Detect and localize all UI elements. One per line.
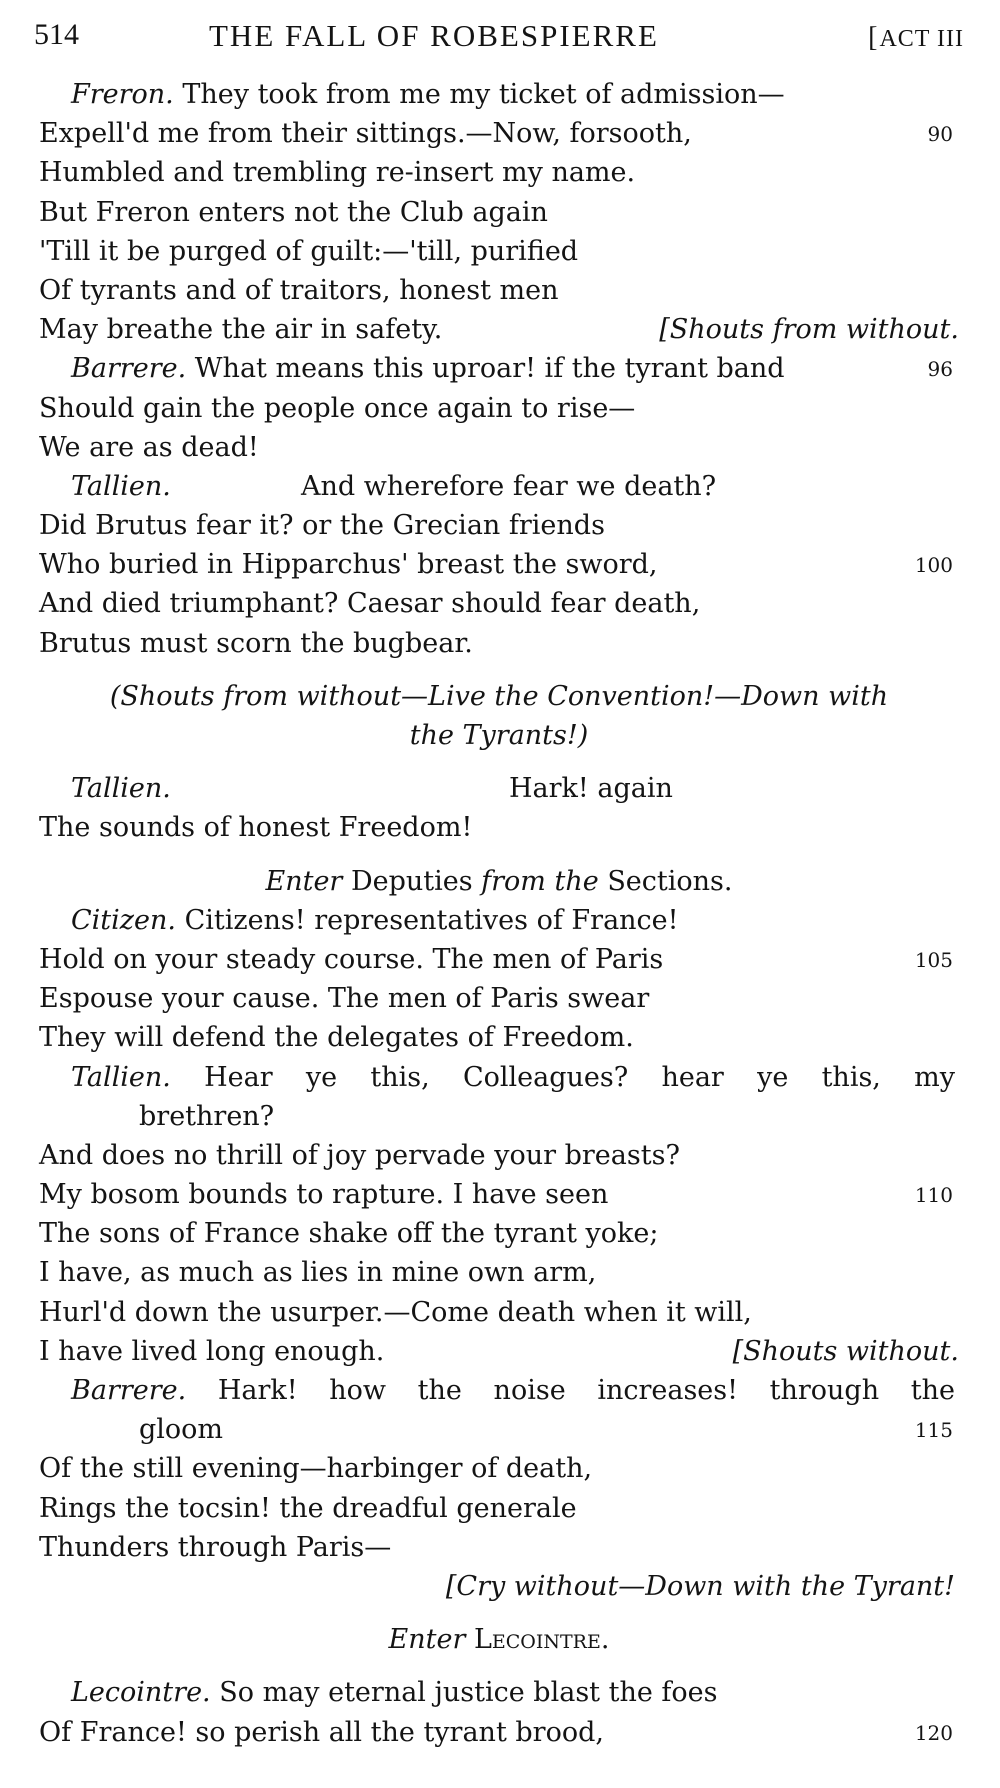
line-text: May breathe the air in safety. [39, 314, 443, 346]
line-number: 90 [927, 122, 953, 147]
verse-line [39, 624, 959, 663]
verse-line [39, 271, 959, 310]
speaker-name: Tallien. [71, 773, 171, 805]
verse-line [39, 1097, 959, 1136]
line-text: What means this uproar! if the tyrant band [194, 353, 785, 385]
stage-direction: [Shouts from without. [659, 314, 959, 346]
verse-line [39, 1175, 959, 1214]
line-text: And wherefore fear we death? [301, 470, 717, 502]
line-text: And died triumphant? Caesar should fear death, [39, 588, 701, 620]
verse-line [39, 1528, 959, 1567]
line-number: 100 [914, 553, 953, 578]
line-text: I have lived long enough. [39, 1335, 385, 1367]
verse-line [39, 75, 959, 114]
entrance-who: Lecointre. [473, 1624, 610, 1656]
verse-line [39, 1673, 959, 1712]
line-text: Of tyrants and of traitors, honest men [39, 274, 559, 306]
verse-line [39, 467, 959, 506]
verse-line [39, 1713, 959, 1752]
stage-direction [39, 677, 959, 716]
verse-line [39, 1214, 959, 1253]
line-text: The sons of France shake off the tyrant yoke; [39, 1218, 659, 1250]
verse-line [39, 769, 959, 808]
entrance-heading [39, 862, 959, 901]
verse-line [39, 428, 959, 467]
line-text: Expell'd me from their sittings.—Now, forsooth, [39, 118, 692, 150]
line-text: But Freron enters not the Club again [39, 196, 548, 228]
line-text: Brutus must scorn the bugbear. [39, 627, 473, 659]
page-number: 514 [34, 18, 79, 51]
stage-direction-line: (Shouts from without—Live the Convention!—Down with [109, 680, 889, 712]
verse-line [39, 1410, 959, 1449]
speaker-name: Tallien. [71, 470, 171, 502]
line-number: 115 [914, 1418, 953, 1443]
entrance-from: from the [481, 865, 599, 897]
verse-line [39, 1332, 959, 1371]
verse-line [39, 232, 959, 271]
stage-direction-line: [Cry without—Down with the Tyrant! [445, 1570, 955, 1602]
line-text: Of the still evening—harbinger of death, [39, 1453, 593, 1485]
verse-line [39, 940, 959, 979]
stage-direction-line: the Tyrants!) [409, 720, 589, 751]
verse-line [39, 193, 959, 232]
verse-line [39, 584, 959, 623]
verse-line [39, 506, 959, 545]
verse-line [39, 1058, 959, 1097]
line-text: I have, as much as lies in mine own arm, [39, 1257, 597, 1289]
line-text: 'Till it be purged of guilt:—'till, purified [39, 235, 579, 267]
entrance-enter: Enter [388, 1624, 466, 1656]
verse-line [39, 1253, 959, 1292]
speaker-name: Tallien. [71, 1061, 171, 1093]
verse-line [39, 153, 959, 192]
line-text: Did Brutus fear it? or the Grecian friends [39, 510, 605, 542]
line-number: 105 [914, 947, 953, 972]
act-label: ACT III [879, 26, 964, 52]
line-text: Citizens! representatives of France! [184, 904, 679, 936]
running-header [34, 14, 964, 58]
entrance-heading [39, 1620, 959, 1659]
line-text: Hold on your steady course. The men of Paris [39, 943, 664, 975]
speaker-name: Freron. [71, 79, 174, 110]
line-text: Hear ye this, Colleagues? hear ye this, my [204, 1061, 955, 1093]
verse-line [39, 1489, 959, 1528]
speaker-name: Citizen. [71, 904, 176, 936]
line-text: Thunders through Paris— [39, 1531, 392, 1563]
speaker-name: Barrere. [71, 353, 187, 385]
line-number: 110 [914, 1183, 953, 1208]
verse-line [39, 114, 959, 153]
stage-direction: [Shouts without. [732, 1335, 959, 1367]
line-text: Humbled and trembling re-insert my name. [39, 157, 636, 189]
line-text: brethren? [139, 1100, 275, 1132]
line-text: And does no thrill of joy pervade your breasts? [39, 1139, 680, 1171]
verse-line [39, 389, 959, 428]
verse-line [39, 310, 959, 349]
verse-line [39, 979, 959, 1018]
verse-line [39, 808, 959, 847]
verse-line [39, 1449, 959, 1488]
verse-line [39, 545, 959, 584]
speaker-name: Lecointre. [71, 1677, 211, 1709]
line-text: Rings the tocsin! the dreadful generale [39, 1492, 577, 1524]
act-marker: [ACT III [868, 22, 964, 53]
stage-direction [39, 1567, 959, 1606]
line-text: Should gain the people once again to rise— [39, 392, 636, 424]
line-text: They will defend the delegates of Freedom. [39, 1022, 634, 1054]
entrance-where: Sections. [607, 865, 733, 897]
speaker-name: Barrere. [71, 1375, 187, 1406]
line-text: We are as dead! [39, 431, 259, 463]
verse-line [39, 349, 959, 388]
entrance-enter: Enter [265, 865, 343, 897]
verse-line [39, 1018, 959, 1057]
line-text: gloom [139, 1414, 224, 1446]
line-text: They took from me my ticket of admission— [182, 79, 785, 110]
line-number: 120 [914, 1720, 953, 1745]
line-text: The sounds of honest Freedom! [39, 812, 473, 844]
line-text: Hurl'd down the usurper.—Come death when it will, [39, 1296, 752, 1328]
line-text: So may eternal justice blast the foes [219, 1677, 718, 1709]
line-text: Who buried in Hipparchus' breast the sword, [39, 549, 658, 581]
verse-line [39, 1136, 959, 1175]
play-text [39, 75, 959, 1752]
line-text: Of France! so perish all the tyrant brood, [39, 1716, 604, 1748]
running-title: THE FALL OF ROBESPIERRE [209, 18, 659, 53]
line-text: Hark! how the noise increases! through the [217, 1375, 955, 1406]
line-text: My bosom bounds to rapture. I have seen [39, 1179, 609, 1211]
verse-line [39, 1293, 959, 1332]
line-text: Hark! again [509, 773, 673, 805]
entrance-who: Deputies [350, 865, 473, 897]
line-text: Espouse your cause. The men of Paris swear [39, 983, 650, 1015]
stage-direction [39, 716, 959, 755]
verse-line [39, 901, 959, 940]
line-number: 96 [927, 357, 953, 382]
verse-line [39, 1371, 959, 1410]
